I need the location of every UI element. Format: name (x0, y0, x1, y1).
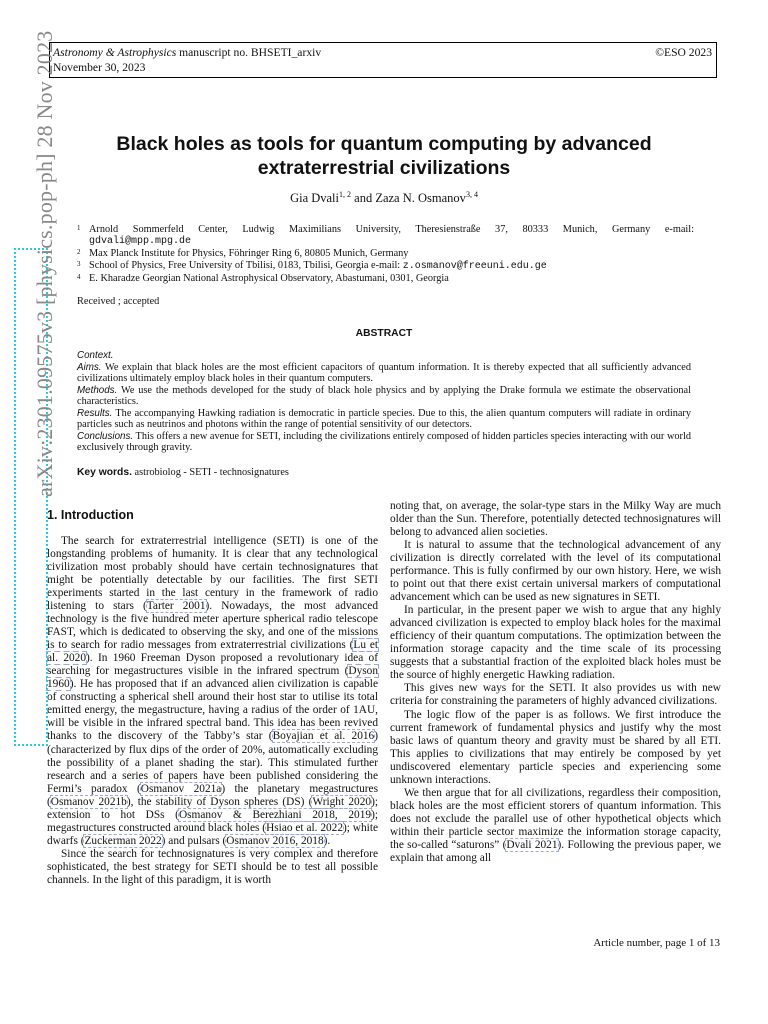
affiliation-text: E. Kharadze Georgian National Astrophysical Observatory, Abastumani, 0301, Georgia (89, 273, 449, 284)
abstract-aims-label: Aims. (77, 361, 102, 373)
affiliation-text: Max Planck Institute for Physics, Föhringer Ring 6, 80805 Munich, Germany (89, 248, 409, 259)
body-paragraph (390, 709, 721, 787)
body-text: ); white dwarfs ( (47, 821, 379, 847)
body-text: The logic flow of the paper is as follows. We first introduce the current framework of fundamental physics and justify why the most basic laws of quantum theory and gravity must be shared by all ETI. This applies to civilizations that may entirely be composed by yet undiscovered elementary particle species and experiencing some unknown interactions. (390, 708, 721, 786)
citation-link[interactable]: Tarter 2001 (146, 600, 206, 613)
abstract-results-label: Results. (77, 407, 113, 419)
body-text: ) and pulsars ( (161, 834, 227, 847)
author-1-affil: 1, 2 (339, 190, 352, 199)
journal-header (49, 42, 717, 78)
author-list (60, 190, 708, 206)
received-line: Received ; accepted (77, 296, 160, 307)
author-2: Zaza N. Osmanov (375, 191, 466, 206)
paper-title (60, 132, 708, 180)
keywords-label: Key words. (77, 467, 132, 478)
right-column (390, 500, 721, 865)
copyright: ©ESO 2023 (655, 46, 712, 59)
header-date: November 30, 2023 (53, 61, 146, 74)
arxiv-identifier[interactable]: arXiv:2301.09575v3 [physics.pop-ph] 28 Nov 2023 (32, 30, 57, 497)
body-text: ); megastructures constructed around black holes ( (47, 808, 378, 834)
affiliation-number: 4 (77, 273, 81, 281)
citation-link[interactable]: Zuckerman 2022 (84, 834, 162, 847)
citation-link[interactable]: Lu et al. 2020 (47, 639, 379, 665)
email-link[interactable]: gdvali@mpp.mpg.de (89, 236, 192, 247)
section-title: 1. Introduction (47, 508, 134, 522)
abstract-conclusions: This offers a new avenue for SETI, including the civilizations entirely composed of hidden particles species interacting with our world exclusively through gravity. (77, 430, 691, 453)
right-column-body (390, 500, 721, 865)
body-text: The search for extraterrestrial intelligence (SETI) is one of the longstanding problems of humanity. It is clear that any technological civilization most probably should have certain technosignatures that might be potentially detectable by our facilities. The first SETI experiments started in the last century in the framework of radio listening to stars ( (47, 535, 378, 613)
abstract-context-label: Context. (77, 350, 114, 361)
body-text: ) (characterized by flux dips of the order of 20%, automatically excluding the possibility of a planet shading the star). This stimulated further research and a series of papers have been published considering the Fermi’s paradox ( (47, 730, 378, 795)
affiliation-number: 2 (77, 248, 81, 256)
journal-name: Astronomy & Astrophysics (53, 46, 177, 59)
abstract-heading: ABSTRACT (355, 328, 413, 339)
abstract-body (77, 350, 691, 454)
affiliation-number: 3 (77, 260, 81, 268)
affiliation-3 (77, 260, 694, 273)
manuscript-number: manuscript no. BHSETI_arxiv (176, 46, 322, 59)
body-text: ), the stability of Dyson spheres (DS) ( (126, 795, 313, 808)
body-paragraph (47, 535, 378, 848)
citation-link[interactable]: Hsiao et al. 2022 (266, 821, 344, 834)
body-paragraph (47, 848, 378, 887)
citation-link[interactable]: Wright 2020 (312, 795, 372, 808)
body-paragraph (390, 539, 721, 604)
body-text: This gives new ways for the SETI. It also provides us with new criteria for constraining the parameters of highly advanced civilizations. (390, 682, 721, 708)
body-text: In particular, in the present paper we wish to argue that any highly advanced civilization is expected to employ black holes for the maximal efficiency of their quantum computations. The optimization between the information storage capacity and the time scale of its processing suggests that a substantial fraction of the exploited black holes must be the source of highly energetic Hawking radiation. (390, 604, 721, 682)
affiliation-2 (77, 248, 694, 260)
keywords-text: astrobiolog - SETI - technosignatures (131, 467, 289, 478)
page-footer: Article number, page 1 of 13 (593, 937, 720, 949)
citation-link[interactable]: Osmanov & Berezhiani 2018, 2019 (178, 808, 372, 821)
citation-link[interactable]: Boyajian et al. 2016 (272, 730, 375, 743)
affiliations (77, 224, 694, 285)
body-text: ). Nowadays, the most advanced technology is the five hundred meter aperture spherical radio telescope FAST, which is dedicated to observing the sky, and one of the missions is to search for radio messages from extraterrestrial civilizations ( (47, 600, 378, 652)
left-column (47, 508, 378, 887)
affiliation-text: School of Physics, Free University of Tbilisi, 0183, Tbilisi, Georgia e-mail: (89, 260, 403, 271)
body-text: ). He has proposed that if an advanced alien civilization is capable of constructing a spherical shell around their host star to utilise its total emitted energy, the megastructure, having a radius of the order of 1AU, will be visible in the infrared spectral band. This idea has been revived thanks to the discovery of the Tabby’s star ( (47, 678, 378, 743)
body-text: ). Following the previous paper, we explain that among all (390, 838, 721, 864)
body-paragraph (390, 682, 721, 708)
keywords (77, 467, 289, 478)
body-paragraph (390, 604, 721, 682)
abstract-results: The accompanying Hawking radiation is democratic in particle species. Due to this, the alien quantum computers will radiate in ordinary particles such as neutrinos and photons within the range of potential sensitivity of our detectors. (77, 407, 691, 430)
affiliation-number: 1 (77, 224, 81, 232)
citation-link[interactable]: Osmanov 2016, 2018 (226, 834, 324, 847)
body-text: It is natural to assume that the technological advancement of any civilization is directly correlated with the level of its computational performance. This is fully confirmed by our own history. Here, we wish to point out that there exist certain universal markers of computational advancement which can be used as new signatures in SETI. (390, 539, 721, 604)
left-column-body (47, 535, 378, 887)
email-link[interactable]: z.osmanov@freeuni.edu.ge (402, 261, 547, 272)
citation-link[interactable]: Osmanov 2021a (140, 782, 222, 795)
title-line-1: Black holes as tools for quantum computing by advanced (116, 133, 652, 155)
affiliation-4 (77, 273, 694, 285)
citation-link[interactable]: Dyson 1960 (47, 665, 378, 691)
body-text: ) the planetary megastructures ( (47, 782, 378, 808)
body-text: ). In 1960 Freeman Dyson proposed a revolutionary idea of searching for megastructures visible in the infrared spectrum ( (47, 652, 378, 678)
affiliation-1 (77, 224, 694, 248)
abstract-conclusions-label: Conclusions. (77, 430, 134, 442)
abstract-aims: We explain that black holes are the most efficient capacitors of quantum information. It is thereby expected that all sufficiently advanced civilizations ultimately employ black holes in their quantum computers. (77, 361, 691, 384)
citation-link[interactable]: Osmanov 2021b (50, 795, 127, 808)
author-2-affil: 3, 4 (465, 190, 478, 199)
title-line-2: extraterrestrial civilizations (257, 157, 511, 179)
affiliation-text: Arnold Sommerfeld Center, Ludwig Maximilians University, Theresienstraße 37, 80333 Munich, Germany e-mail: (89, 224, 694, 235)
body-text: ). (323, 834, 331, 847)
abstract-methods-label: Methods. (77, 384, 118, 396)
citation-link[interactable]: Dvali 2021 (506, 838, 558, 851)
body-text: ); extension to hot DSs ( (47, 795, 378, 821)
body-text: noting that, on average, the solar-type stars in the Milky Way are much older than the Sun. Therefore, potentially detected technosignatures will belong to advanced alien societies. (390, 500, 721, 539)
body-text: Since the search for technosignatures is very complex and therefore sophisticated, the best strategy for SETI should be to test all possible channels. In the light of this paradigm, it is worth (47, 847, 378, 886)
author-1: Gia Dvali (290, 191, 340, 206)
body-text: We then argue that for all civilizations, regardless their composition, black holes are the most efficient storers of quantum information. This does not exclude the parallel use of other hypothetical objects which within their particle sector maximize the information storage capacity, the so-called “saturons” ( (390, 786, 721, 851)
author-conjunction: and (351, 191, 376, 206)
body-paragraph (390, 500, 721, 539)
abstract-methods: We use the methods developed for the study of black hole physics and by applying the Drake formula we estimate the observational characteristics. (77, 384, 691, 407)
body-paragraph (390, 787, 721, 865)
